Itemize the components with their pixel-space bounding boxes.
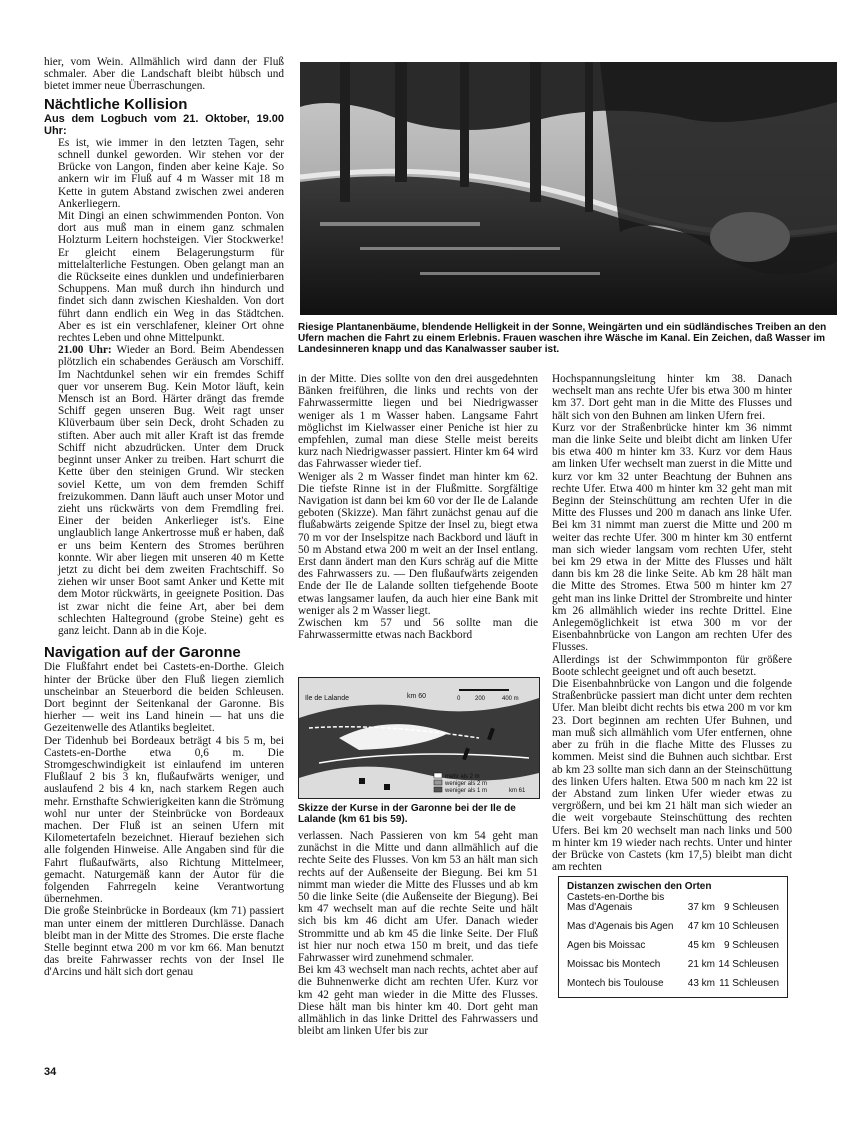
paragraph: Zwischen km 57 und 56 sollte man die Fahrwassermitte etwas nach Backbord [298, 617, 538, 642]
table-row [567, 894, 779, 913]
paragraph [44, 344, 284, 637]
canal-photo [300, 62, 837, 315]
paragraph: Die Eisenbahnbrücke von Langon und die folgende Straßenbrücke passiert man dicht unter dem rechten Ufer. Man bleibt dicht rechts bis etwa 200 m vor km 23. Dort beginnen am rechten Ufer Buhnen, und man muß sich allmählich vom Ufer entfernen, ohne aber zu früh in die flache Mitte des Flusses zu kommen. Meist sind die Buhnen auch sichtbar. Erst ab km 23 sollte man sich dann an der Steinschüttung des linken Ufers halten. Etwa 500 m nach km 22 ist der Abstand zum linken Ufer wieder etwas zu vergrößern, und bei km 21 hält man sich wieder an die weit vorgebaute Steinschüttung des rechten Ufers. Bei km 20 wechselt man nach links und 500 m hinter km 19 wieder nach rechts. Unter und hinter der Brücke von Castets (km 17,5) bleibt man dicht am rechten [552, 678, 792, 874]
column-1 [44, 56, 284, 979]
route-cell: Agen bis Moissac [567, 940, 646, 951]
column-2 [298, 373, 538, 641]
route-cell: Mas d'Agenais bis Agen [567, 921, 674, 932]
distance-table [558, 876, 788, 998]
logbook-subhead: Aus dem Logbuch vom 21. Oktober, 19.00 Uhr: [44, 112, 284, 137]
km-cell: 47 km [687, 921, 715, 932]
map-km60-label: km 60 [407, 693, 427, 700]
paragraph: Es ist, wie immer in den letzten Tagen, sehr schnell dunkel geworden. Wir stehen vor der Brücke von Langon, finden aber keine Kaje. So ankern wir im Fluß auf 4 m Wasser mit 18 m Kette in gutem Abstand zwischen zwei anderen Ankerliegern. [58, 136, 284, 210]
photo-caption: Riesige Plantanenbäume, blendende Helligkeit in der Sonne, Weingärten und ein südländisches Treiben an den Ufern machen die Fahrt zu einem Erlebnis. Frauen waschen ihre Wäsche im Kanal. Ein Zeichen, daß Wasser im Landesinneren knapp und das Kanalwasser sauber ist. [298, 322, 827, 355]
km-cell: 45 km [687, 940, 715, 951]
map-scale-0: 0 [457, 696, 461, 702]
table-row [567, 932, 779, 951]
heading-navigation: Navigation auf der Garonne [44, 644, 241, 662]
map-scale-200: 200 [475, 696, 486, 702]
locks-cell: 10 Schleusen [718, 921, 779, 932]
km-cell: 21 km [687, 959, 715, 970]
column-3 [552, 373, 792, 873]
paragraph: Bei km 43 wechselt man nach rechts, achtet aber auf die Buhnenwerke dicht am rechten Ufer. Kurz vor km 42 geht man wieder in die Mitte des Flusses. Diese hält man bis hinter km 40. Dort geht man allmählich in das linke Drittel des Fahrwassers und bleibt am linken Ufer bis zur [298, 964, 538, 1038]
route-cell: Montech bis Toulouse [567, 978, 664, 989]
map-drawing [299, 678, 539, 798]
time-label: 21.00 Uhr: [58, 344, 112, 357]
paragraph: Mit Dingi an einen schwimmenden Ponton. Von dort aus muß man in einem ganz schmalen Holzturm Leitern hochsteigen. Vier Stockwerke! Er gleicht einem Belagerungsturm für mittelalterliche Festungen. Oben gelangt man an die Rückseite eines dunklen und undefinierbaren Schuppens. Man muß durch ihn hindurch und findet sich dann zwischen Kieshalden. Von dort führt dann endlich ein Weg in das Städtchen. Aber es ist ein verschlafener, kleiner Ort ohne rechtes Leben und ohne Mittelpunkt. [58, 210, 284, 345]
intro-paragraph: hier, vom Wein. Allmählich wird dann der Fluß schmaler. Aber die Landschaft bleibt hübsch und bietet immer neue Überraschungen. [44, 56, 284, 93]
route-cell: Moissac bis Montech [567, 959, 661, 970]
km-cell: 43 km [687, 978, 715, 989]
page-number: 34 [44, 1066, 57, 1078]
paragraph: in der Mitte. Dies sollte von den drei ausgedehnten Bänken freiführen, die links und rechts von der Fahrwassermitte liegen und bei Niedrigwasser weniger als 1 m Wasser haben. Langsame Fahrt möglichst im Kielwasser einer Peniche ist hier zu empfehlen, zumal man diese Stelle meist bereits kurz nach Niedrigwasser passiert. Hinter km 64 wird das Fahrwasser wieder tief. [298, 373, 538, 471]
map-km61-label: km 61 [509, 788, 526, 794]
route-cell: Castets-en-Dorthe bis Mas d'Agenais [567, 892, 665, 913]
table-row [567, 913, 779, 932]
table-row [567, 970, 779, 989]
canal-photo-image [300, 62, 837, 315]
table-row [567, 951, 779, 970]
legend-shallow: weniger als 1 m [445, 788, 488, 794]
legend-deep: mehr als 2 m [445, 774, 480, 780]
distance-table-title: Distanzen zwischen den Orten [567, 881, 712, 892]
map-scale-400: 400 m [502, 696, 519, 702]
km-cell: 37 km [687, 902, 715, 913]
paragraph: Der Tidenhub bei Bordeaux beträgt 4 bis 5 m, bei Castets-en-Dorthe etwa 0,6 m. Die Stromgeschwindigkeit ist einlaufend im unteren Flußlauf 2 bis 3 kn, flußaufwärts weniger, und auslaufend 2 bis 4 kn, nach starkem Regen auch mehr. Ernsthafte Schwierigkeiten kann die Strömung wohl nur unter der Steinbrücke von Bordeaux machen. Der Fluß ist an seinen Ufern mit Kilometertafeln bezeichnet. Hierauf beziehen sich alle folgenden Hinweise. Alle Angaben sind für die Fahrt flußaufwärts, also Richtung Mittelmeer, gemacht. Naturgemäß kann der Autor für die folgenden Fahrregeln keine Verantwortung übernehmen. [44, 734, 284, 906]
map-caption: Skizze der Kurse in der Garonne bei der Ile de Lalande (km 61 bis 59). [298, 803, 516, 825]
locks-cell: 9 Schleusen [723, 902, 779, 913]
locks-cell: 9 Schleusen [723, 940, 779, 951]
paragraph: Die große Steinbrücke in Bordeaux (km 71) passiert man unter einem der mittleren Durchlässe. Danach bleibt man in der Mitte des Stromes. Die erste flache Stelle beginnt etwa 200 m vor km 66. Man benutzt das breite Fahrwasser rechts von der Insel Ile d'Arcins und hält sich dort genau [44, 905, 284, 979]
paragraph: Allerdings ist der Schwimmponton für größere Boote schlecht geeignet und oft auch besetzt. [552, 653, 792, 678]
route-sketch-map [298, 677, 540, 799]
paragraph: Hochspannungsleitung hinter km 38. Danach wechselt man ans rechte Ufer bis etwa 300 m hinter km 37. Dort geht man in die Mitte des Flusses und hält sich von den Buhnen am linken Ufern frei. [552, 373, 792, 422]
heading-night-collision: Nächtliche Kollision [44, 95, 188, 113]
map-island-label: Ile de Lalande [305, 695, 349, 702]
paragraph: Die Flußfahrt endet bei Castets-en-Dorthe. Gleich hinter der Brücke über den Fluß liegen ziemlich unscheinbar an Steuerbord die beiden Schleusen. Dort beginnt der Seitenkanal der Garonne. Bis hierher — weit ins Land hinein — hat uns die Gezeitenwelle des Atlantiks begleitet. [44, 661, 284, 735]
paragraph-text: Wieder an Bord. Beim Abendessen plötzlich ein schabendes Geräusch am Vorschiff. Im Nachtdunkel sehen wir ein fremdes Schiff quer vor unserem Bug. Kein Motor läuft, kein Mensch ist an Bord. Härter drängt das fremde Schiff gegen unseren Bug. Weit ragt unser Klüverbaum über sein Deck, droht Schaden zu stiften. Aber auch mit aller Kraft ist das fremde Schiff nicht abzudrücken. Unter dem Druck beginnt unser Anker zu treiben. Hart schurrt die Kette über den steinigen Grund. Wir stecken soviel Kette, um von dem fremden Schiff freizukommen. Dann läuft auch unser Motor und zieht uns rückwärts von dem Fremdling frei. Einer der beiden Ankerlieger ist's. Eine unglaublich lange Ankertrosse muß er haben, daß er uns beim Kentern des Stromes berühren konnte. Wir aber liegen mit unseren 40 m Kette jetzt zu dicht bei dem zweiten Frachtschiff. So ziehen wir unser Boot samt Anker und Kette mit dem Motor rückwärts, in geeignete Position. Das ist zwar nicht die feine Art, aber bei dem schlechten Halteground (grobe Steine) geht es ganz leicht. Dann ab in die Koje. [58, 344, 284, 637]
paragraph: verlassen. Nach Passieren von km 54 geht man zunächst in die Mitte und dann allmählich auf die rechte Seite des Flusses. Von km 53 an hält man sich rechts auf der Außenseite der Biegung. Bei km 51 nimmt man wieder die Mitte des Flusses und ab km 50 die linke Seite (die Außenseite der Biegung). Bei km 47 wechselt man auf die rechte Seite und hält sich bis km 46 dicht am Ufer. Danach wieder Strommitte und ab km 45 die linke Seite. Der Fluß ist hier nur noch etwa 150 m breit, und das tiefe Fahrwasser wird zunehmend schmaler. [298, 830, 538, 965]
column-2-continued [298, 830, 538, 1037]
paragraph: Weniger als 2 m Wasser findet man hinter km 62. Die tiefste Rinne ist in der Flußmitte. Sorgfältige Navigation ist dann bei km 60 vor der Ile de Lalande geboten (Skizze). Man fährt zunächst genau auf die flußabwärts zeigende Spitze der Insel zu, biegt etwa 70 m vor der Inselspitze nach Backbord und läuft in 50 m Abstand etwa 200 m weit an der Insel entlang. Erst dann ändert man den Kurs schräg auf die Mitte des Fahrwassers zu. — Den flußaufwärts zeigenden Ende der Ile de Lalande sollten tiefgehende Boote etwas langsamer laufen, da auch hier eine Bank mit weniger als 2 m Wasser liegt. [298, 470, 538, 617]
legend-medium: weniger als 2 m [445, 781, 488, 787]
paragraph: Kurz vor der Straßenbrücke hinter km 36 nimmt man die linke Seite und bleibt dicht am linken Ufer bis etwa 400 m hinter km 33. Kurz vor dem Haus am linken Ufer wechselt man zuerst in die Mitte und kurz vor km 32 unter Beachtung der Buhnen ans rechte Ufer. Etwa 400 m hinter km 32 geht man mit Beginn der Steinschüttung am rechten Ufer in die Mitte des Flusses und 200 m danach ans linke Ufer. Bei km 31 nimmt man zuerst die Mitte und 200 m weiter das rechte Ufer. 300 m hinter km 30 entfernt man sich wieder langsam vom rechten Ufer, steht bei km 29 etwa in der Mitte des Flusses und hält dann bis km 28 die linke Seite. Ab km 28 hält man die Mitte des Stromes. Etwa 500 m hinter km 27 geht man ins linke Drittel der Strombreite und hinter km 26 allmählich wieder ins rechte Drittel. Eine Anlegemöglichkeit ist etwa 300 m vor der Eisenbahnbrücke von Langon am rechten Ufer des Flusses. [552, 421, 792, 654]
locks-cell: 14 Schleusen [718, 959, 779, 970]
locks-cell: 11 Schleusen [719, 978, 779, 989]
